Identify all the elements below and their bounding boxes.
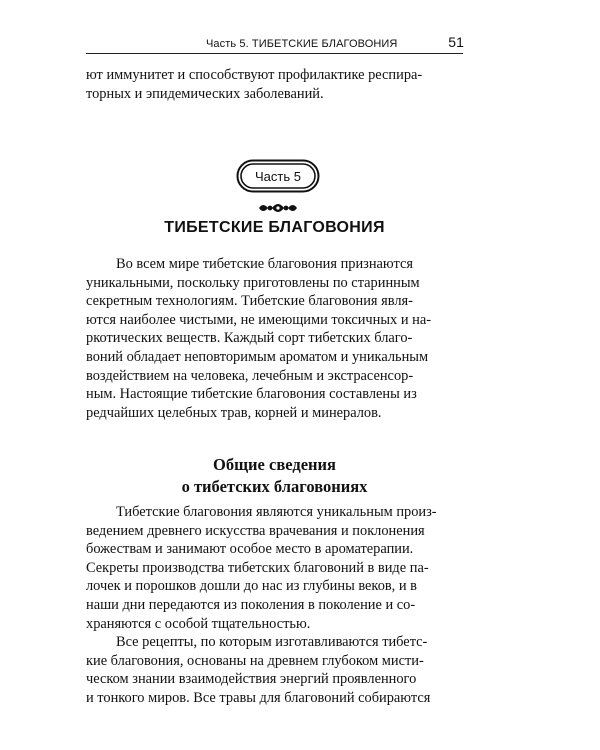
text-line: секретным технологиям. Тибетские благовония явля- xyxy=(86,293,413,310)
text-line: редчайших целебных трав, корней и минералов. xyxy=(86,404,382,421)
text-line: ют иммунитет и способствуют профилактике респира- xyxy=(86,67,423,83)
part-title: ТИБЕТСКИЕ БЛАГОВОНИЯ xyxy=(164,219,385,236)
text-line: Тибетские благовония являются уникальным произ- xyxy=(116,504,437,520)
text-line: ются наиболее чистыми, не имеющими токсичных и на- xyxy=(86,311,432,328)
text-line: ркотических веществ. Каждый сорт тибетских благо- xyxy=(86,330,413,347)
text-line: воний обладает неповторимым ароматом и уникальным xyxy=(86,348,429,365)
text-line: Во всем мире тибетские благовония признаются xyxy=(116,256,413,272)
page-number: 51 xyxy=(448,34,464,50)
text-line: и тонкого миров. Все травы для благовоний собираются xyxy=(86,689,431,706)
part-badge-label: Часть 5 xyxy=(255,168,301,184)
text-line: храняются с особой тщательностью. xyxy=(86,615,311,632)
text-line: Секреты производства тибетских благовоний в виде па- xyxy=(86,559,429,576)
text-line: Все рецепты, по которым изготавливаются тибетс- xyxy=(116,634,428,651)
paragraph xyxy=(86,503,463,708)
text-line: ным. Настоящие тибетские благовония составлены из xyxy=(86,386,417,403)
text-line: кие благовония, основаны на древнем глубоком мисти- xyxy=(86,652,424,669)
text-line: ведением древнего искусства врачевания и поклонения xyxy=(86,522,425,539)
section-title xyxy=(86,454,463,498)
text-line: лочек и порошков дошли до нас из глубины веков, и в xyxy=(86,578,417,595)
intro-text xyxy=(86,66,463,103)
paragraph xyxy=(86,255,463,422)
section-title-line: Общие сведения xyxy=(213,455,336,474)
text-line: божествам и занимают особое место в ароматерапии. xyxy=(86,541,414,558)
text-line: воздействием на человека, лечебным и экстрасенсор- xyxy=(86,367,414,384)
text-line: ческом знании взаимодействия энергий проявленного xyxy=(86,671,417,688)
text-line: наши дни передаются из поколения в поколение и со- xyxy=(86,596,416,613)
text-line: уникальными, поскольку приготовлены по старинным xyxy=(86,274,420,291)
header-rule xyxy=(86,53,463,54)
section-title-line: о тибетских благовониях xyxy=(181,477,368,496)
part-badge xyxy=(236,159,320,193)
ornament-icon xyxy=(257,201,299,215)
running-title: Часть 5. ТИБЕТСКИЕ БЛАГОВОНИЯ xyxy=(206,38,398,50)
text-line: торных и эпидемических заболеваний. xyxy=(86,85,324,102)
running-head xyxy=(206,34,464,50)
